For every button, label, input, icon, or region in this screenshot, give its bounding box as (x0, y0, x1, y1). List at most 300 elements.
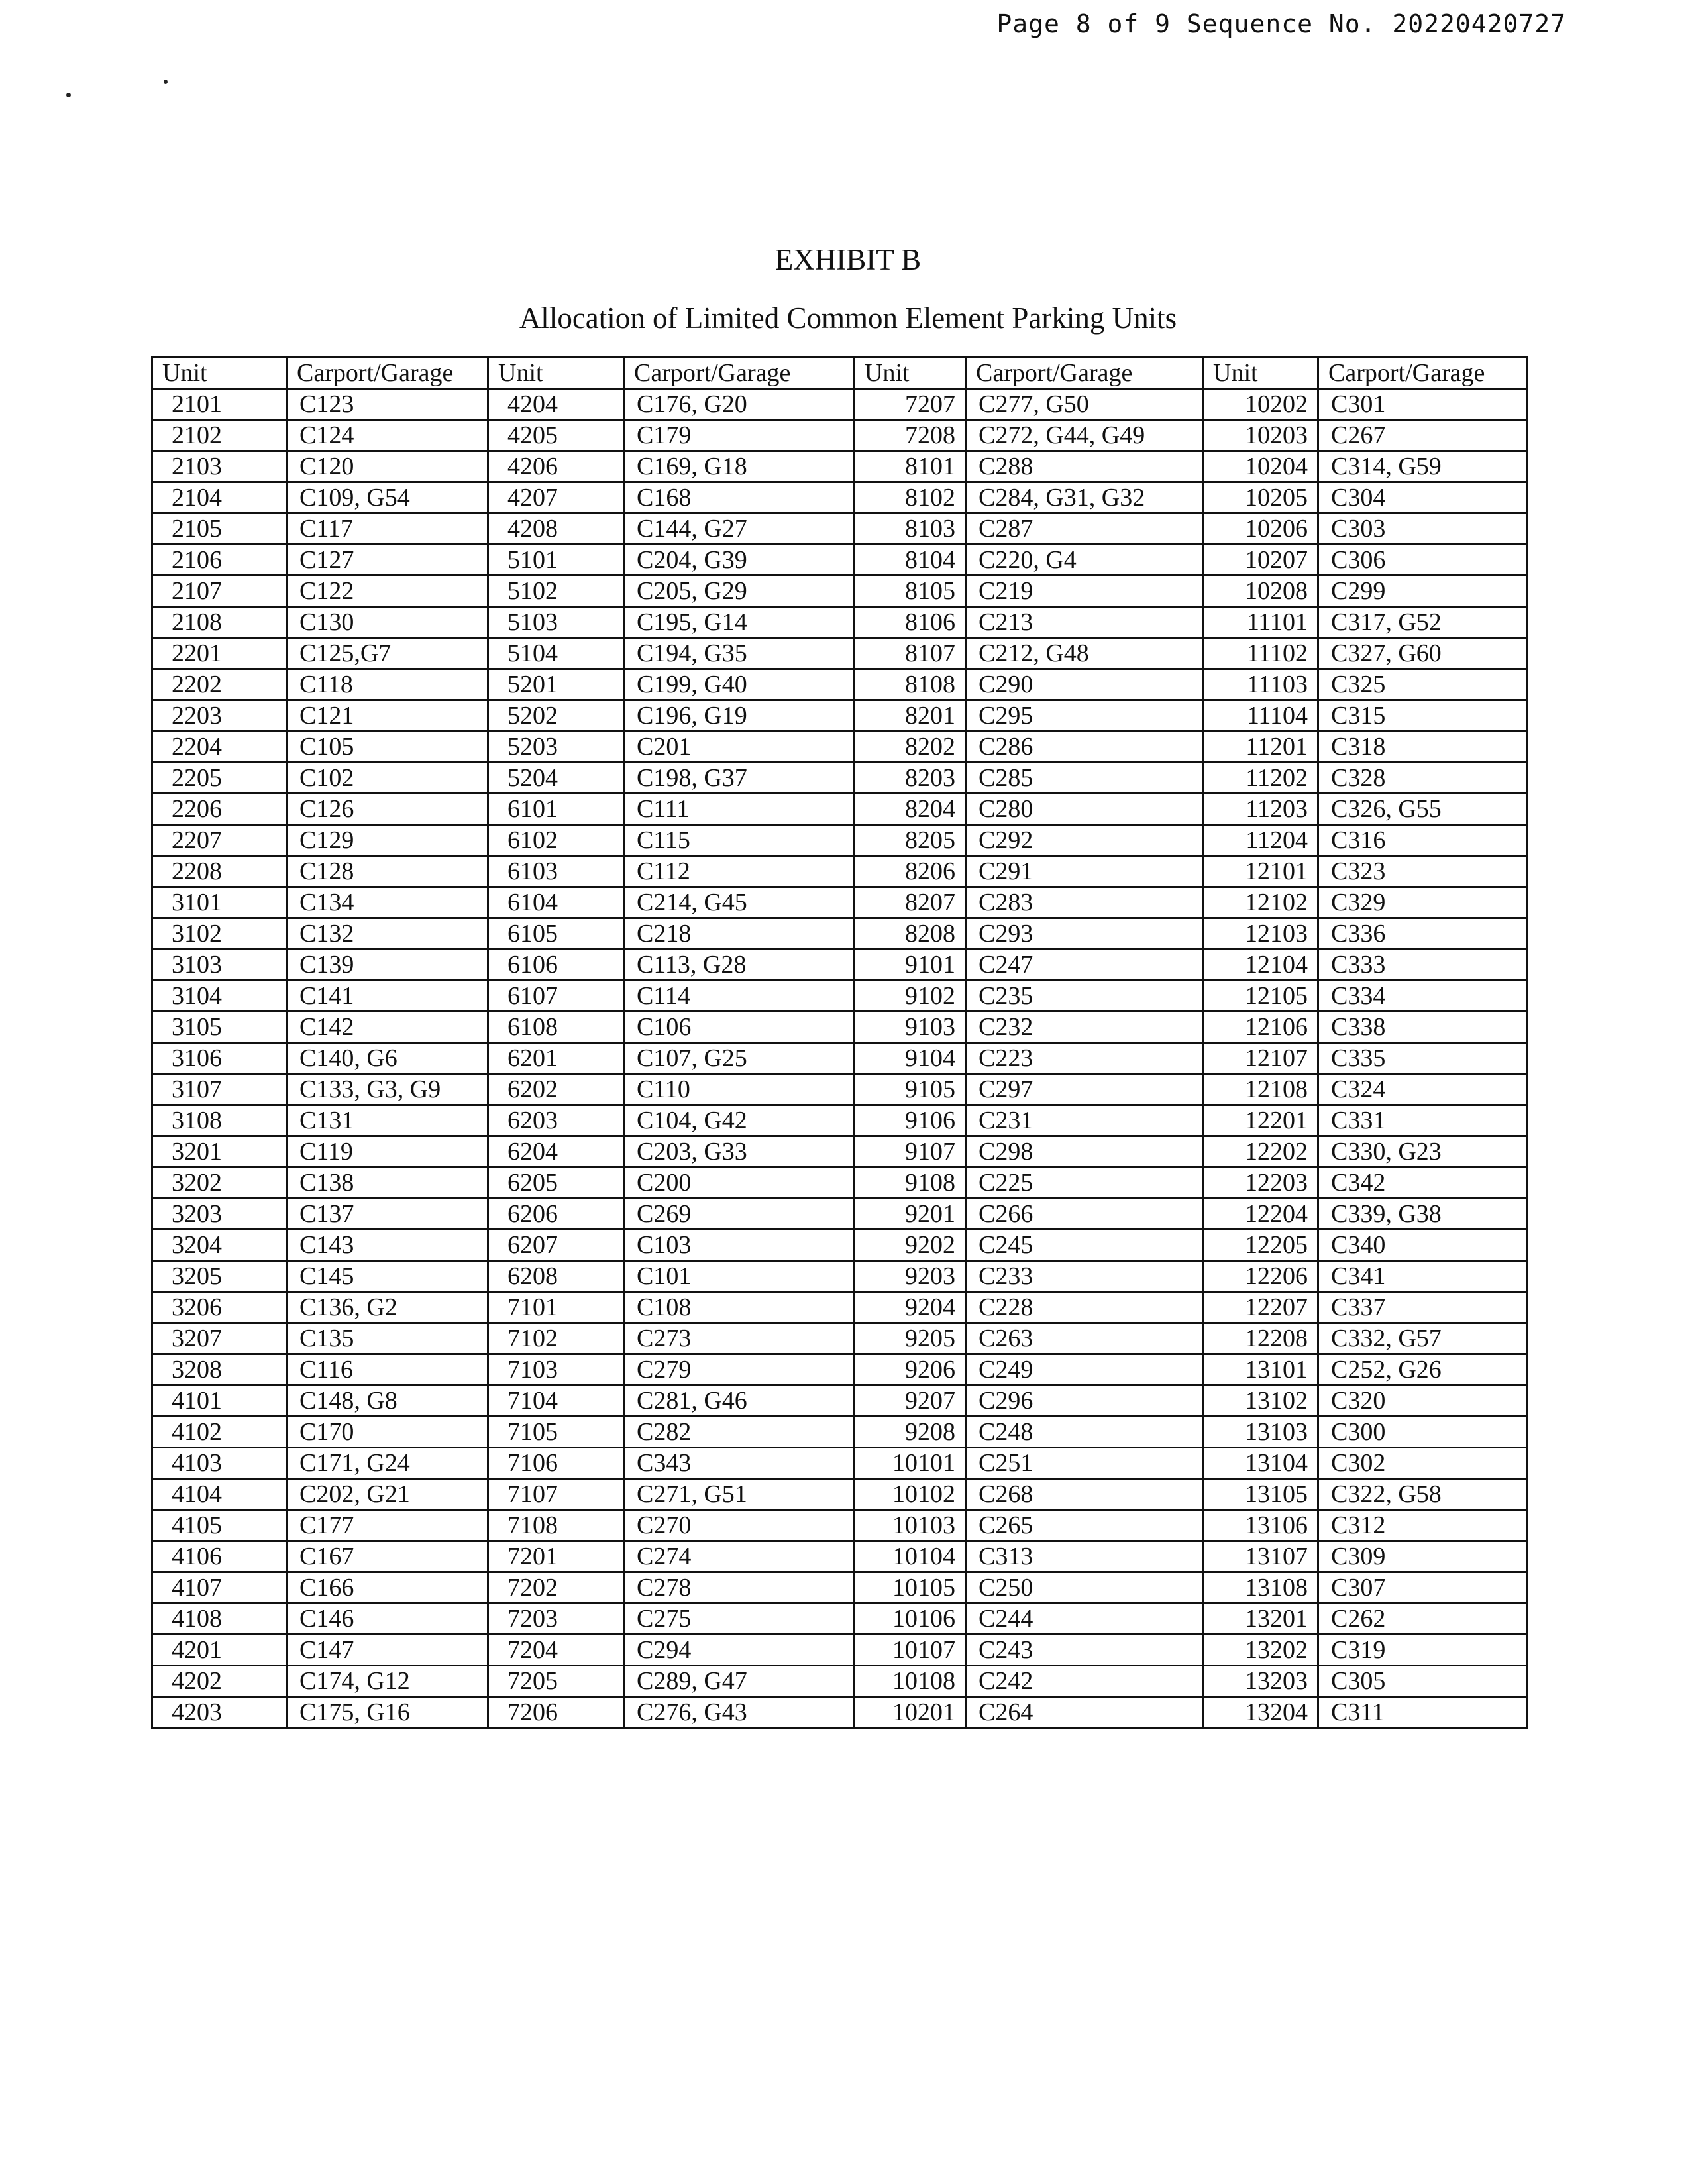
carport-garage-cell: C273 (624, 1323, 855, 1354)
table-row (152, 1074, 1528, 1105)
carport-garage-cell: C167 (287, 1541, 488, 1572)
unit-cell: 2103 (152, 451, 287, 482)
carport-garage-cell: C201 (624, 732, 855, 763)
carport-garage-cell: C263 (966, 1323, 1203, 1354)
carport-garage-cell: C128 (287, 856, 488, 887)
carport-garage-cell: C336 (1318, 918, 1528, 950)
carport-garage-cell: C136, G2 (287, 1292, 488, 1323)
unit-cell: 6205 (488, 1168, 624, 1199)
carport-garage-cell: C289, G47 (624, 1666, 855, 1697)
unit-cell: 6207 (488, 1230, 624, 1261)
carport-garage-cell: C108 (624, 1292, 855, 1323)
unit-cell: 12208 (1203, 1323, 1318, 1354)
unit-cell: 2105 (152, 514, 287, 545)
unit-cell: 13102 (1203, 1386, 1318, 1417)
carport-garage-cell: C279 (624, 1354, 855, 1386)
unit-cell: 8102 (855, 482, 966, 514)
unit-cell: 4101 (152, 1386, 287, 1417)
unit-cell: 8105 (855, 576, 966, 607)
carport-garage-cell: C311 (1318, 1697, 1528, 1728)
unit-cell: 4103 (152, 1448, 287, 1479)
unit-cell: 10104 (855, 1541, 966, 1572)
carport-garage-cell: C339, G38 (1318, 1199, 1528, 1230)
column-header: Carport/Garage (966, 358, 1203, 389)
carport-garage-cell: C204, G39 (624, 545, 855, 576)
unit-cell: 8207 (855, 887, 966, 918)
carport-garage-cell: C315 (1318, 700, 1528, 732)
carport-garage-cell: C139 (287, 950, 488, 981)
table-row (152, 1230, 1528, 1261)
carport-garage-cell: C340 (1318, 1230, 1528, 1261)
carport-garage-cell: C299 (1318, 576, 1528, 607)
carport-garage-cell: C214, G45 (624, 887, 855, 918)
carport-garage-cell: C202, G21 (287, 1479, 488, 1510)
unit-cell: 8107 (855, 638, 966, 669)
unit-cell: 10101 (855, 1448, 966, 1479)
unit-cell: 13103 (1203, 1417, 1318, 1448)
carport-garage-cell: C327, G60 (1318, 638, 1528, 669)
carport-garage-cell: C194, G35 (624, 638, 855, 669)
carport-garage-cell: C342 (1318, 1168, 1528, 1199)
unit-cell: 2207 (152, 825, 287, 856)
table-row (152, 607, 1528, 638)
unit-cell: 6103 (488, 856, 624, 887)
table-row (152, 1510, 1528, 1541)
unit-cell: 2206 (152, 794, 287, 825)
unit-cell: 9103 (855, 1012, 966, 1043)
unit-cell: 5201 (488, 669, 624, 700)
carport-garage-cell: C249 (966, 1354, 1203, 1386)
carport-garage-cell: C144, G27 (624, 514, 855, 545)
scan-speck (66, 93, 71, 97)
carport-garage-cell: C122 (287, 576, 488, 607)
carport-garage-cell: C250 (966, 1572, 1203, 1604)
unit-cell: 6101 (488, 794, 624, 825)
unit-cell: 5202 (488, 700, 624, 732)
unit-cell: 4202 (152, 1666, 287, 1697)
carport-garage-cell: C264 (966, 1697, 1203, 1728)
carport-garage-cell: C105 (287, 732, 488, 763)
carport-garage-cell: C276, G43 (624, 1697, 855, 1728)
carport-garage-cell: C235 (966, 981, 1203, 1012)
carport-garage-cell: C284, G31, G32 (966, 482, 1203, 514)
carport-garage-cell: C332, G57 (1318, 1323, 1528, 1354)
unit-cell: 7204 (488, 1635, 624, 1666)
unit-cell: 3104 (152, 981, 287, 1012)
unit-cell: 9106 (855, 1105, 966, 1136)
exhibit-title: EXHIBIT B (774, 243, 922, 276)
carport-garage-cell: C248 (966, 1417, 1203, 1448)
carport-garage-cell: C198, G37 (624, 763, 855, 794)
carport-garage-cell: C138 (287, 1168, 488, 1199)
unit-cell: 6107 (488, 981, 624, 1012)
carport-garage-cell: C307 (1318, 1572, 1528, 1604)
carport-garage-cell: C125,G7 (287, 638, 488, 669)
table-row (152, 1012, 1528, 1043)
unit-cell: 12105 (1203, 981, 1318, 1012)
carport-garage-cell: C313 (966, 1541, 1203, 1572)
unit-cell: 12205 (1203, 1230, 1318, 1261)
carport-garage-cell: C109, G54 (287, 482, 488, 514)
carport-garage-cell: C287 (966, 514, 1203, 545)
table-row (152, 576, 1528, 607)
table-row (152, 1448, 1528, 1479)
unit-cell: 2204 (152, 732, 287, 763)
unit-cell: 3201 (152, 1136, 287, 1168)
unit-cell: 13104 (1203, 1448, 1318, 1479)
unit-cell: 9205 (855, 1323, 966, 1354)
unit-cell: 13204 (1203, 1697, 1318, 1728)
unit-cell: 9203 (855, 1261, 966, 1292)
carport-garage-cell: C166 (287, 1572, 488, 1604)
carport-garage-cell: C316 (1318, 825, 1528, 856)
unit-cell: 6202 (488, 1074, 624, 1105)
table-row (152, 1168, 1528, 1199)
table-row (152, 1386, 1528, 1417)
unit-cell: 7207 (855, 389, 966, 420)
carport-garage-cell: C331 (1318, 1105, 1528, 1136)
unit-cell: 4208 (488, 514, 624, 545)
carport-garage-cell: C232 (966, 1012, 1203, 1043)
unit-cell: 8108 (855, 669, 966, 700)
unit-cell: 9206 (855, 1354, 966, 1386)
carport-garage-cell: C343 (624, 1448, 855, 1479)
unit-cell: 7102 (488, 1323, 624, 1354)
table-row (152, 1199, 1528, 1230)
table-row (152, 420, 1528, 451)
carport-garage-cell: C199, G40 (624, 669, 855, 700)
table-row (152, 451, 1528, 482)
unit-cell: 3203 (152, 1199, 287, 1230)
unit-cell: 7107 (488, 1479, 624, 1510)
carport-garage-cell: C333 (1318, 950, 1528, 981)
carport-garage-cell: C127 (287, 545, 488, 576)
carport-garage-cell: C329 (1318, 887, 1528, 918)
unit-cell: 13108 (1203, 1572, 1318, 1604)
unit-cell: 7101 (488, 1292, 624, 1323)
column-header: Carport/Garage (287, 358, 488, 389)
carport-garage-cell: C338 (1318, 1012, 1528, 1043)
carport-garage-cell: C270 (624, 1510, 855, 1541)
carport-garage-cell: C325 (1318, 669, 1528, 700)
carport-garage-cell: C278 (624, 1572, 855, 1604)
unit-cell: 3202 (152, 1168, 287, 1199)
carport-garage-cell: C200 (624, 1168, 855, 1199)
carport-garage-cell: C147 (287, 1635, 488, 1666)
carport-garage-cell: C133, G3, G9 (287, 1074, 488, 1105)
table-row (152, 1572, 1528, 1604)
table-row (152, 1697, 1528, 1728)
unit-cell: 3102 (152, 918, 287, 950)
table-row (152, 981, 1528, 1012)
table-row (152, 1417, 1528, 1448)
unit-cell: 7104 (488, 1386, 624, 1417)
unit-cell: 12201 (1203, 1105, 1318, 1136)
unit-cell: 11103 (1203, 669, 1318, 700)
unit-cell: 6203 (488, 1105, 624, 1136)
unit-cell: 10103 (855, 1510, 966, 1541)
carport-garage-cell: C140, G6 (287, 1043, 488, 1074)
carport-garage-cell: C272, G44, G49 (966, 420, 1203, 451)
unit-cell: 11204 (1203, 825, 1318, 856)
carport-garage-cell: C233 (966, 1261, 1203, 1292)
carport-garage-cell: C225 (966, 1168, 1203, 1199)
carport-garage-cell: C243 (966, 1635, 1203, 1666)
carport-garage-cell: C319 (1318, 1635, 1528, 1666)
carport-garage-cell: C112 (624, 856, 855, 887)
unit-cell: 2104 (152, 482, 287, 514)
unit-cell: 8104 (855, 545, 966, 576)
carport-garage-cell: C223 (966, 1043, 1203, 1074)
carport-garage-cell: C244 (966, 1604, 1203, 1635)
unit-cell: 7202 (488, 1572, 624, 1604)
table-row (152, 887, 1528, 918)
column-header: Carport/Garage (1318, 358, 1528, 389)
carport-garage-cell: C148, G8 (287, 1386, 488, 1417)
unit-cell: 8204 (855, 794, 966, 825)
unit-cell: 5103 (488, 607, 624, 638)
carport-garage-cell: C267 (1318, 420, 1528, 451)
carport-garage-cell: C314, G59 (1318, 451, 1528, 482)
unit-cell: 8103 (855, 514, 966, 545)
table-row (152, 700, 1528, 732)
unit-cell: 7206 (488, 1697, 624, 1728)
unit-cell: 4201 (152, 1635, 287, 1666)
carport-garage-cell: C283 (966, 887, 1203, 918)
unit-cell: 10204 (1203, 451, 1318, 482)
carport-garage-cell: C268 (966, 1479, 1203, 1510)
table-row (152, 389, 1528, 420)
unit-cell: 11202 (1203, 763, 1318, 794)
carport-garage-cell: C176, G20 (624, 389, 855, 420)
carport-garage-cell: C296 (966, 1386, 1203, 1417)
unit-cell: 12107 (1203, 1043, 1318, 1074)
carport-garage-cell: C306 (1318, 545, 1528, 576)
unit-cell: 2203 (152, 700, 287, 732)
unit-cell: 2106 (152, 545, 287, 576)
carport-garage-cell: C291 (966, 856, 1203, 887)
carport-garage-cell: C242 (966, 1666, 1203, 1697)
unit-cell: 3106 (152, 1043, 287, 1074)
carport-garage-cell: C295 (966, 700, 1203, 732)
unit-cell: 7208 (855, 420, 966, 451)
carport-garage-cell: C103 (624, 1230, 855, 1261)
unit-cell: 9201 (855, 1199, 966, 1230)
unit-cell: 6105 (488, 918, 624, 950)
table-row (152, 856, 1528, 887)
unit-cell: 6204 (488, 1136, 624, 1168)
page-sequence-header: Page 8 of 9 Sequence No. 20220420727 (996, 9, 1566, 38)
unit-cell: 11102 (1203, 638, 1318, 669)
carport-garage-cell: C212, G48 (966, 638, 1203, 669)
unit-cell: 2102 (152, 420, 287, 451)
unit-cell: 4102 (152, 1417, 287, 1448)
carport-garage-cell: C132 (287, 918, 488, 950)
unit-cell: 7105 (488, 1417, 624, 1448)
carport-garage-cell: C252, G26 (1318, 1354, 1528, 1386)
unit-cell: 6104 (488, 887, 624, 918)
carport-garage-cell: C168 (624, 482, 855, 514)
unit-cell: 4107 (152, 1572, 287, 1604)
carport-garage-cell: C309 (1318, 1541, 1528, 1572)
unit-cell: 10106 (855, 1604, 966, 1635)
carport-garage-cell: C130 (287, 607, 488, 638)
unit-cell: 13201 (1203, 1604, 1318, 1635)
carport-garage-cell: C114 (624, 981, 855, 1012)
carport-garage-cell: C301 (1318, 389, 1528, 420)
carport-garage-cell: C110 (624, 1074, 855, 1105)
table-row (152, 669, 1528, 700)
carport-garage-cell: C118 (287, 669, 488, 700)
carport-garage-cell: C265 (966, 1510, 1203, 1541)
unit-cell: 2201 (152, 638, 287, 669)
unit-cell: 9208 (855, 1417, 966, 1448)
unit-cell: 2205 (152, 763, 287, 794)
unit-cell: 8206 (855, 856, 966, 887)
unit-cell: 3207 (152, 1323, 287, 1354)
table-row (152, 825, 1528, 856)
unit-cell: 3101 (152, 887, 287, 918)
carport-garage-cell: C292 (966, 825, 1203, 856)
unit-cell: 5203 (488, 732, 624, 763)
table-row (152, 1541, 1528, 1572)
unit-cell: 11203 (1203, 794, 1318, 825)
carport-garage-cell: C137 (287, 1199, 488, 1230)
unit-cell: 12206 (1203, 1261, 1318, 1292)
carport-garage-cell: C286 (966, 732, 1203, 763)
unit-cell: 7108 (488, 1510, 624, 1541)
unit-cell: 2107 (152, 576, 287, 607)
carport-garage-cell: C320 (1318, 1386, 1528, 1417)
unit-cell: 9105 (855, 1074, 966, 1105)
unit-cell: 12102 (1203, 887, 1318, 918)
unit-cell: 4206 (488, 451, 624, 482)
carport-garage-cell: C330, G23 (1318, 1136, 1528, 1168)
table-row (152, 1635, 1528, 1666)
carport-garage-cell: C145 (287, 1261, 488, 1292)
table-row (152, 482, 1528, 514)
table-header-row (152, 358, 1528, 389)
unit-cell: 4203 (152, 1697, 287, 1728)
table-row (152, 950, 1528, 981)
carport-garage-cell: C326, G55 (1318, 794, 1528, 825)
table-row (152, 1604, 1528, 1635)
table-row (152, 545, 1528, 576)
carport-garage-cell: C251 (966, 1448, 1203, 1479)
carport-garage-cell: C219 (966, 576, 1203, 607)
unit-cell: 11101 (1203, 607, 1318, 638)
unit-cell: 13107 (1203, 1541, 1318, 1572)
carport-garage-cell: C337 (1318, 1292, 1528, 1323)
unit-cell: 10207 (1203, 545, 1318, 576)
carport-garage-cell: C135 (287, 1323, 488, 1354)
carport-garage-cell: C282 (624, 1417, 855, 1448)
unit-cell: 10203 (1203, 420, 1318, 451)
carport-garage-cell: C116 (287, 1354, 488, 1386)
carport-garage-cell: C131 (287, 1105, 488, 1136)
parking-allocation-table (151, 356, 1528, 1729)
table-row (152, 1261, 1528, 1292)
carport-garage-cell: C175, G16 (287, 1697, 488, 1728)
unit-cell: 8101 (855, 451, 966, 482)
unit-cell: 7205 (488, 1666, 624, 1697)
unit-cell: 4204 (488, 389, 624, 420)
scan-speck (164, 80, 168, 84)
unit-cell: 2101 (152, 389, 287, 420)
unit-cell: 12108 (1203, 1074, 1318, 1105)
table-row (152, 1666, 1528, 1697)
carport-garage-cell: C277, G50 (966, 389, 1203, 420)
unit-cell: 9102 (855, 981, 966, 1012)
carport-garage-cell: C266 (966, 1199, 1203, 1230)
carport-garage-cell: C134 (287, 887, 488, 918)
carport-garage-cell: C300 (1318, 1417, 1528, 1448)
carport-garage-cell: C121 (287, 700, 488, 732)
unit-cell: 7103 (488, 1354, 624, 1386)
carport-garage-cell: C298 (966, 1136, 1203, 1168)
unit-cell: 12202 (1203, 1136, 1318, 1168)
carport-garage-cell: C281, G46 (624, 1386, 855, 1417)
table-row (152, 1479, 1528, 1510)
unit-cell: 4105 (152, 1510, 287, 1541)
carport-garage-cell: C205, G29 (624, 576, 855, 607)
carport-garage-cell: C104, G42 (624, 1105, 855, 1136)
table-row (152, 1323, 1528, 1354)
unit-cell: 11104 (1203, 700, 1318, 732)
carport-garage-cell: C324 (1318, 1074, 1528, 1105)
unit-cell: 8202 (855, 732, 966, 763)
unit-cell: 4205 (488, 420, 624, 451)
unit-cell: 8205 (855, 825, 966, 856)
unit-cell: 9108 (855, 1168, 966, 1199)
unit-cell: 3108 (152, 1105, 287, 1136)
carport-garage-cell: C280 (966, 794, 1203, 825)
carport-garage-cell: C290 (966, 669, 1203, 700)
carport-garage-cell: C146 (287, 1604, 488, 1635)
unit-cell: 11201 (1203, 732, 1318, 763)
unit-cell: 12207 (1203, 1292, 1318, 1323)
unit-cell: 2208 (152, 856, 287, 887)
table-row (152, 1136, 1528, 1168)
unit-cell: 5204 (488, 763, 624, 794)
carport-garage-cell: C143 (287, 1230, 488, 1261)
carport-garage-cell: C107, G25 (624, 1043, 855, 1074)
carport-garage-cell: C271, G51 (624, 1479, 855, 1510)
carport-garage-cell: C195, G14 (624, 607, 855, 638)
unit-cell: 8203 (855, 763, 966, 794)
carport-garage-cell: C285 (966, 763, 1203, 794)
unit-cell: 6206 (488, 1199, 624, 1230)
carport-garage-cell: C124 (287, 420, 488, 451)
unit-cell: 10201 (855, 1697, 966, 1728)
carport-garage-cell: C177 (287, 1510, 488, 1541)
carport-garage-cell: C322, G58 (1318, 1479, 1528, 1510)
unit-cell: 12106 (1203, 1012, 1318, 1043)
unit-cell: 8208 (855, 918, 966, 950)
unit-cell: 3208 (152, 1354, 287, 1386)
table-row (152, 514, 1528, 545)
carport-garage-cell: C328 (1318, 763, 1528, 794)
carport-garage-cell: C117 (287, 514, 488, 545)
unit-cell: 6102 (488, 825, 624, 856)
unit-cell: 5101 (488, 545, 624, 576)
unit-cell: 3103 (152, 950, 287, 981)
unit-cell: 13105 (1203, 1479, 1318, 1510)
unit-cell: 10208 (1203, 576, 1318, 607)
unit-cell: 4207 (488, 482, 624, 514)
table-row (152, 1354, 1528, 1386)
carport-garage-cell: C141 (287, 981, 488, 1012)
